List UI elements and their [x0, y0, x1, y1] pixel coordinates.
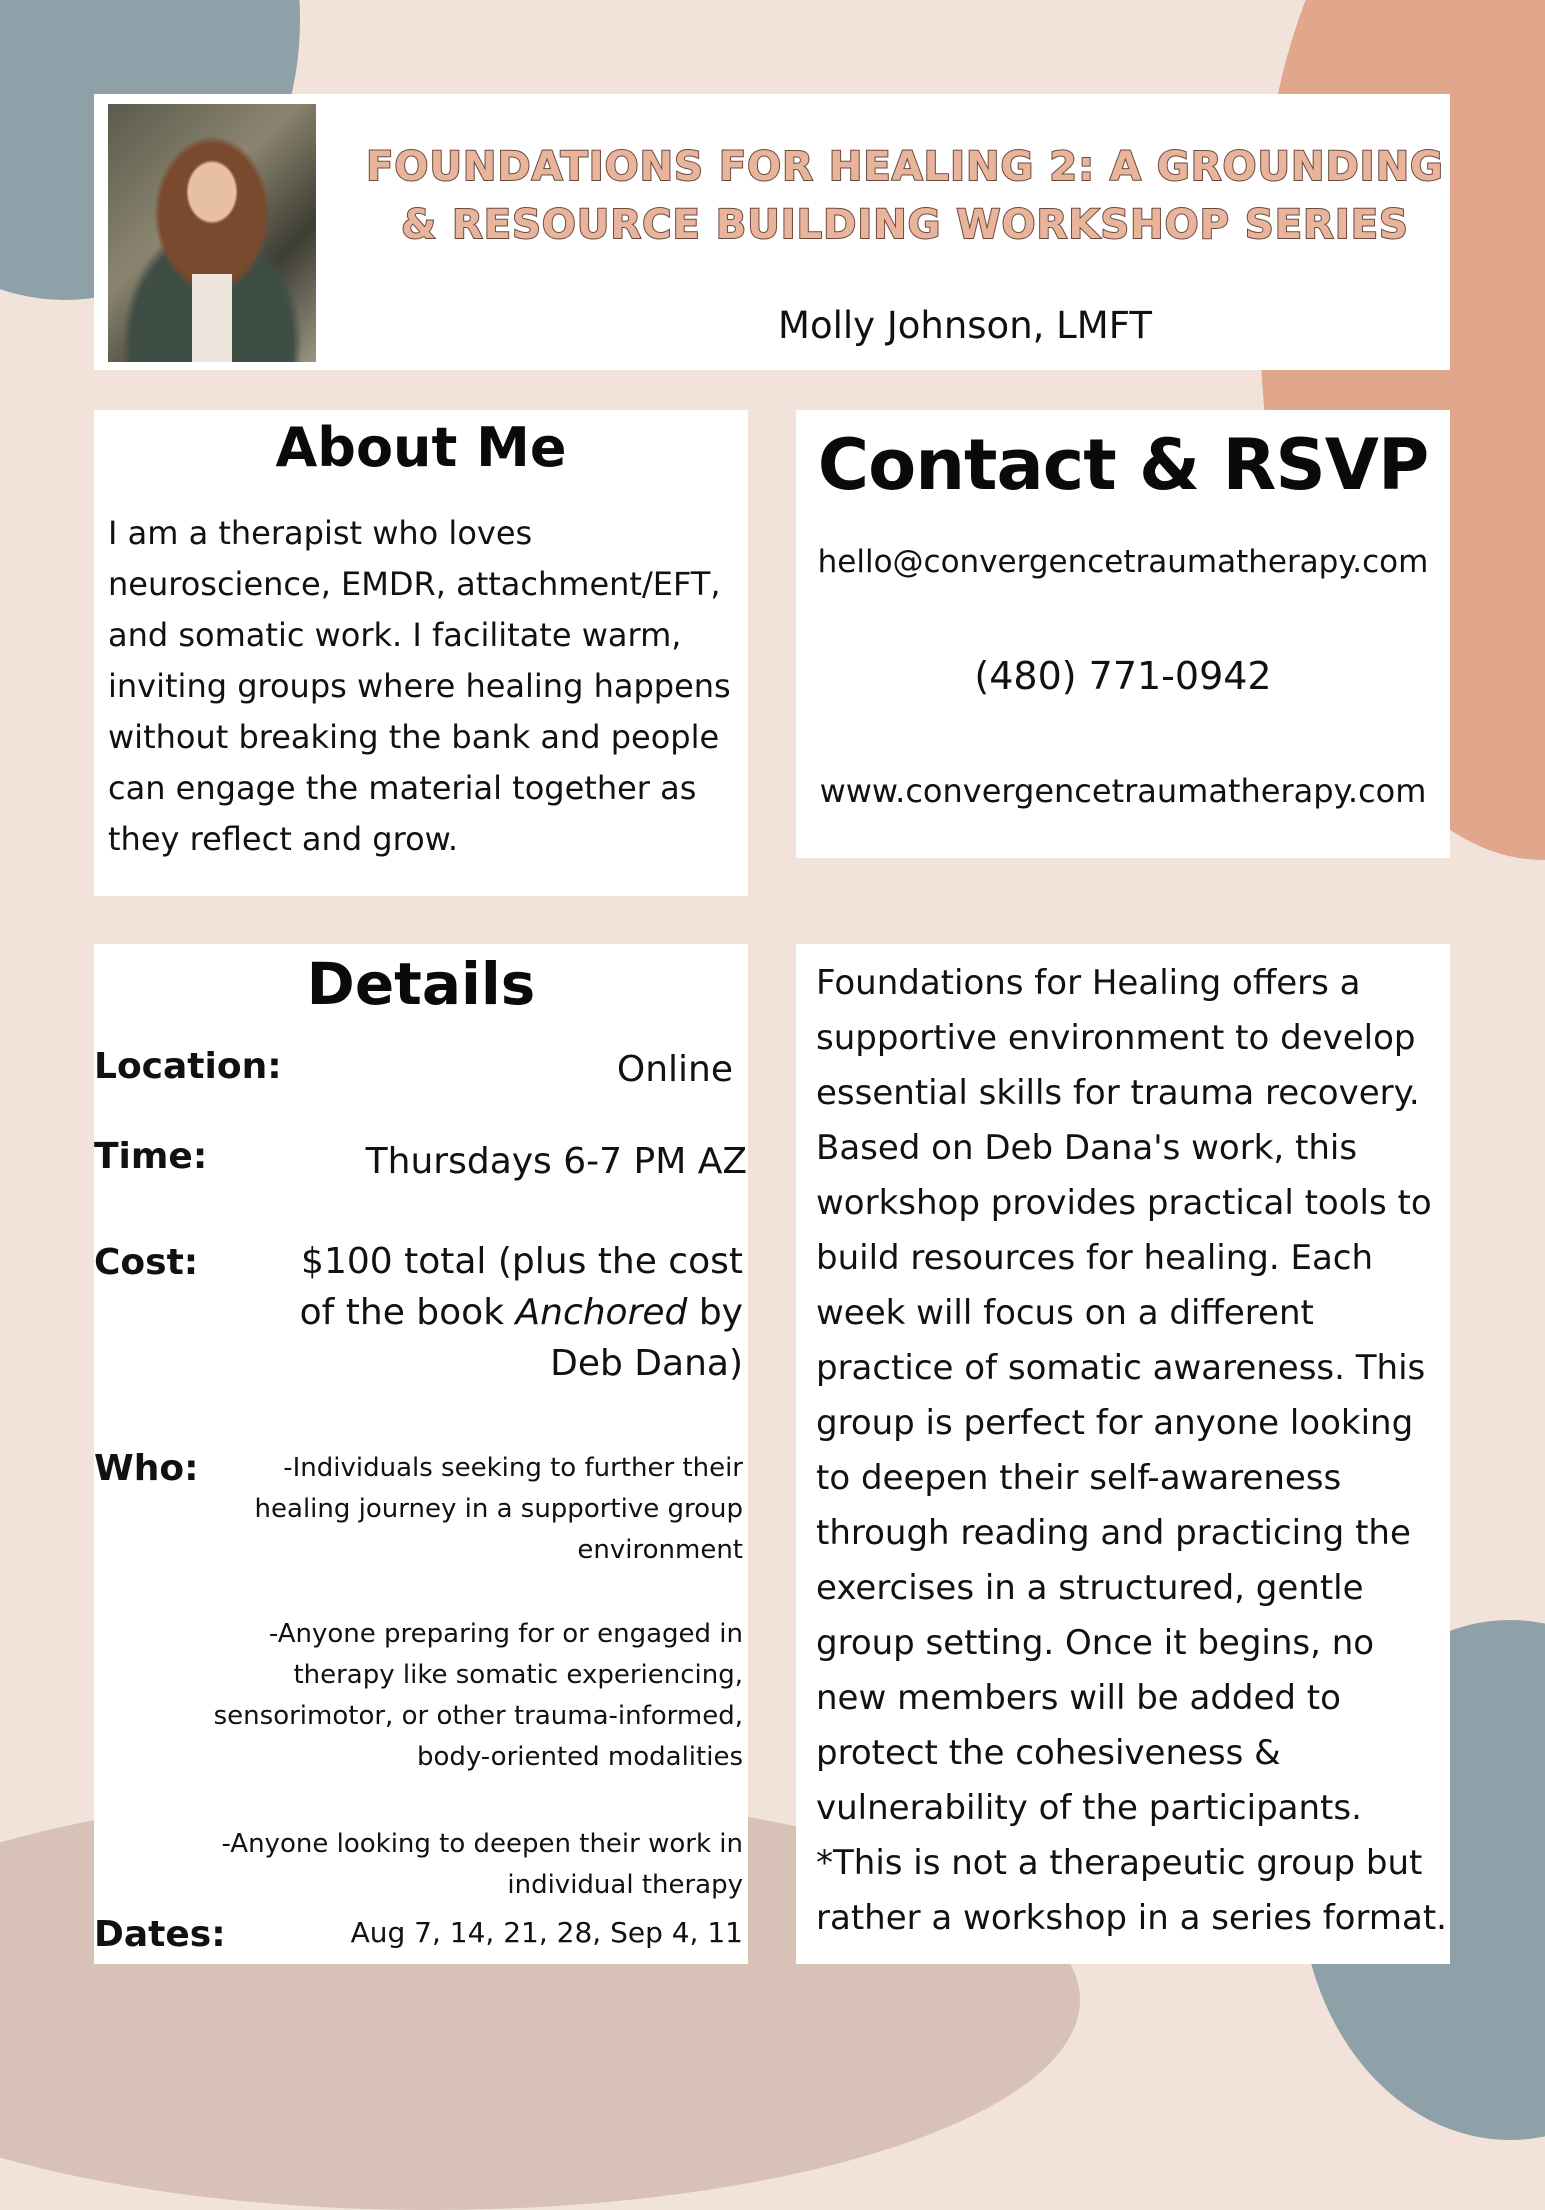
presenter-name: Molly Johnson, LMFT — [778, 304, 1152, 347]
cost-line: $100 total (plus the cost — [301, 1241, 743, 1282]
contact-phone[interactable]: (480) 771-0942 — [974, 654, 1272, 698]
who-line: sensorimotor, or other trauma-informed, — [213, 1701, 743, 1731]
who-line: -Anyone preparing for or engaged in — [268, 1619, 743, 1649]
description-line: practice of somatic awareness. This — [816, 1348, 1426, 1388]
book-title: Anchored — [515, 1292, 688, 1333]
contact-email[interactable]: hello@convergencetraumatherapy.com — [817, 544, 1429, 580]
about-line: without breaking the bank and people — [108, 718, 720, 756]
location-label: Location: — [94, 1046, 282, 1087]
who-line: -Individuals seeking to further their — [283, 1453, 743, 1483]
description-line: through reading and practicing the — [816, 1513, 1411, 1553]
about-line: they reflect and grow. — [108, 820, 459, 858]
description-line: vulnerability of the participants. — [816, 1788, 1362, 1828]
location-value: Online — [616, 1049, 733, 1090]
cost-value — [300, 1236, 743, 1389]
contact-website[interactable]: www.convergencetraumatherapy.com — [819, 772, 1427, 810]
description-line: group setting. Once it begins, no — [816, 1623, 1375, 1663]
about-line: and somatic work. I facilitate warm, — [108, 616, 682, 654]
description-text — [816, 956, 1456, 1946]
about-line: can engage the material together as — [108, 769, 697, 807]
page-title — [360, 138, 1450, 254]
who-line: -Anyone looking to deepen their work in — [221, 1829, 743, 1859]
cost-line: Deb Dana) — [550, 1343, 743, 1384]
description-line: essential skills for trauma recovery. — [816, 1073, 1420, 1113]
who-label: Who: — [94, 1448, 199, 1489]
who-line: body-oriented modalities — [416, 1742, 743, 1772]
presenter-photo — [108, 104, 316, 362]
description-line: build resources for healing. Each — [816, 1238, 1374, 1278]
about-line: inviting groups where healing happens — [108, 667, 731, 705]
time-label: Time: — [94, 1136, 208, 1177]
dates-label: Dates: — [94, 1914, 226, 1955]
title-line-1: FOUNDATIONS FOR HEALING 2: A GROUNDING — [366, 144, 1444, 190]
about-line: neuroscience, EMDR, attachment/EFT, — [108, 565, 721, 603]
description-line: Foundations for Healing offers a — [816, 963, 1361, 1003]
description-line: protect the cohesiveness & — [816, 1733, 1281, 1773]
who-line: healing journey in a supportive group — [254, 1494, 743, 1524]
description-line: week will focus on a different — [816, 1293, 1314, 1333]
description-line: rather a workshop in a series format. — [816, 1898, 1447, 1938]
who-group-1 — [255, 1448, 743, 1571]
who-group-3 — [221, 1824, 743, 1906]
about-heading: About Me — [275, 416, 567, 479]
description-line: workshop provides practical tools to — [816, 1183, 1432, 1223]
description-line: to deepen their self-awareness — [816, 1458, 1342, 1498]
cost-line: of the book Anchored by — [299, 1292, 743, 1333]
time-value: Thursdays 6-7 PM AZ — [365, 1141, 747, 1182]
description-line: group is perfect for anyone looking — [816, 1403, 1414, 1443]
title-line-2: & RESOURCE BUILDING WORKSHOP SERIES — [401, 202, 1409, 248]
description-line: exercises in a structured, gentle — [816, 1568, 1364, 1608]
description-line: Based on Deb Dana's work, this — [816, 1128, 1358, 1168]
description-line: supportive environment to develop — [816, 1018, 1416, 1058]
who-line: therapy like somatic experiencing, — [293, 1660, 743, 1690]
about-text — [108, 508, 748, 865]
who-line: environment — [577, 1535, 743, 1565]
description-line: *This is not a therapeutic group but — [816, 1843, 1423, 1883]
dates-value: Aug 7, 14, 21, 28, Sep 4, 11 — [350, 1916, 743, 1949]
cost-label: Cost: — [94, 1242, 199, 1283]
details-heading: Details — [306, 950, 536, 1018]
about-line: I am a therapist who loves — [108, 514, 533, 552]
who-group-2 — [214, 1614, 743, 1778]
who-line: individual therapy — [507, 1870, 743, 1900]
contact-heading: Contact & RSVP — [817, 424, 1429, 506]
description-line: new members will be added to — [816, 1678, 1341, 1718]
